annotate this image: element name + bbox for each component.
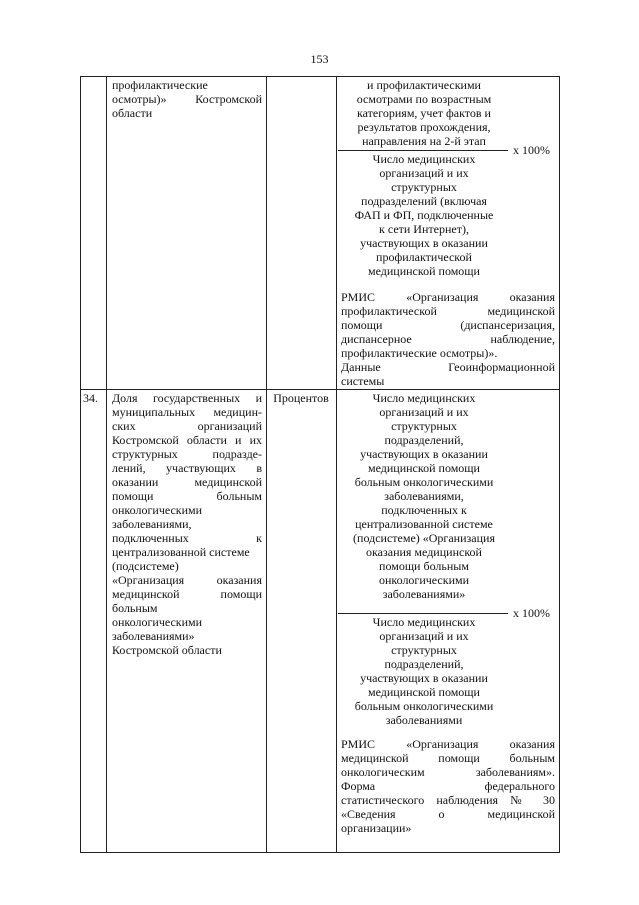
text-line: Форма федерального — [341, 779, 555, 793]
text-line: Костромской области и их — [112, 433, 262, 447]
text-line: подключенных к — [112, 531, 262, 545]
table-border-left — [80, 76, 81, 853]
text-line: структурных — [391, 419, 457, 433]
text-line: организаций и их — [379, 629, 469, 643]
text-line: «Организация оказания — [112, 573, 262, 587]
table-border-bottom — [80, 852, 560, 853]
text-line: ФАП и ФП, подключенные — [354, 208, 494, 222]
text-line: профилактические — [112, 78, 208, 92]
text-line: участвующих в оказании — [360, 671, 488, 685]
page-number: 153 — [310, 52, 329, 66]
text-line: результатов прохождения, — [357, 120, 491, 134]
text-line: заболеваниями — [385, 713, 463, 727]
text-line: профилактической — [376, 250, 472, 264]
text-line: заболеваниями» — [112, 629, 195, 643]
text-line: оказания медицинской — [366, 545, 482, 559]
text-line: централизованной системе — [355, 517, 493, 531]
text-line: заболеваниями, — [112, 517, 192, 531]
text-line: медицинской помощи больным — [341, 751, 555, 765]
text-line: осмотры)» Костромской — [112, 92, 262, 106]
text-line: больным — [112, 601, 158, 615]
text-line: Число медицинских — [372, 152, 476, 166]
text-line: профилактической медицинской — [341, 304, 555, 318]
row34-indicator-cell — [112, 391, 262, 657]
text-line: помощи больным — [112, 489, 262, 503]
text-line: РМИС «Организация оказания — [341, 290, 555, 304]
prev-numerator — [338, 78, 510, 148]
text-line: направления на 2-й этап — [362, 134, 486, 148]
text-line: Число медицинских — [372, 615, 476, 629]
text-line: структурных подразде- — [112, 447, 262, 461]
text-line: заболеваниями, — [384, 489, 464, 503]
text-line: организаций и их — [379, 166, 469, 180]
row-number: 34. — [83, 391, 98, 405]
row-divider — [80, 389, 560, 390]
row34-numerator — [338, 391, 510, 601]
multiplier: x 100% — [513, 606, 550, 620]
table-border-right — [559, 76, 560, 853]
text-line: ских организаций — [112, 419, 262, 433]
text-line: оказании медицинской — [112, 475, 262, 489]
row34-source — [341, 737, 555, 835]
text-line: области — [112, 106, 153, 120]
text-line: онкологическими — [378, 573, 470, 587]
text-line: Доля государственных и — [112, 391, 262, 405]
text-line: медицинской помощи — [368, 461, 480, 475]
text-line: организаций и их — [379, 405, 469, 419]
prev-source — [341, 290, 555, 388]
text-line: больным онкологическими — [354, 699, 494, 713]
text-line: подразделений, — [384, 657, 464, 671]
text-line: «Сведения о медицинской — [341, 807, 555, 821]
text-line: муниципальных медицин- — [112, 405, 262, 419]
text-line: централизованной системе — [112, 545, 250, 559]
text-line: профилактические осмотры)». — [341, 346, 498, 360]
text-line: (подсистеме) — [112, 559, 179, 573]
text-line: к сети Интернет), — [379, 222, 469, 236]
fraction-line — [338, 150, 508, 151]
text-line: системы — [341, 374, 385, 388]
row34-denominator — [338, 615, 510, 727]
text-line: Число медицинских — [372, 391, 476, 405]
text-line: Данные Геоинформационной — [341, 360, 555, 374]
text-line: онкологическим заболеваниям». — [341, 765, 555, 779]
text-line: помощи (диспансеризация, — [341, 318, 555, 332]
text-line: заболеваниями» — [382, 587, 466, 601]
prev-indicator-cell — [112, 78, 262, 120]
multiplier: x 100% — [513, 143, 550, 157]
text-line: помощи больным — [379, 559, 469, 573]
text-line: медицинской помощи — [112, 587, 262, 601]
text-line: участвующих в оказании — [360, 236, 488, 250]
text-line: больным онкологическими — [354, 475, 494, 489]
text-line: Костромской области — [112, 643, 222, 657]
text-line: РМИС «Организация оказания — [341, 737, 555, 751]
text-line: онкологическими — [112, 503, 203, 517]
text-line: подключенных к — [381, 503, 467, 517]
text-line: структурных — [391, 643, 457, 657]
text-line: осмотрами по возрастным — [356, 92, 492, 106]
unit-cell: Процентов — [273, 391, 329, 405]
text-line: и профилактическими — [367, 78, 481, 92]
text-line: категориям, учет фактов и — [357, 106, 491, 120]
text-line: онкологическими — [112, 615, 203, 629]
text-line: лений, участвующих в — [112, 461, 262, 475]
text-line: статистического наблюдения № 30 — [341, 793, 555, 807]
text-line: диспансерное наблюдение, — [341, 332, 555, 346]
text-line: участвующих в оказании — [360, 447, 488, 461]
text-line: (подсистеме) «Организация — [353, 531, 495, 545]
text-line: подразделений (включая — [361, 194, 487, 208]
text-line: медицинской помощи — [368, 264, 480, 278]
column-divider — [106, 76, 107, 853]
table-border-top — [80, 76, 560, 77]
text-line: медицинской помощи — [368, 685, 480, 699]
text-line: подразделений, — [384, 433, 464, 447]
prev-denominator — [338, 152, 510, 278]
fraction-line — [338, 613, 508, 614]
text-line: организации» — [341, 821, 412, 835]
column-divider — [266, 76, 267, 853]
column-divider — [336, 76, 337, 853]
text-line: структурных — [391, 180, 457, 194]
